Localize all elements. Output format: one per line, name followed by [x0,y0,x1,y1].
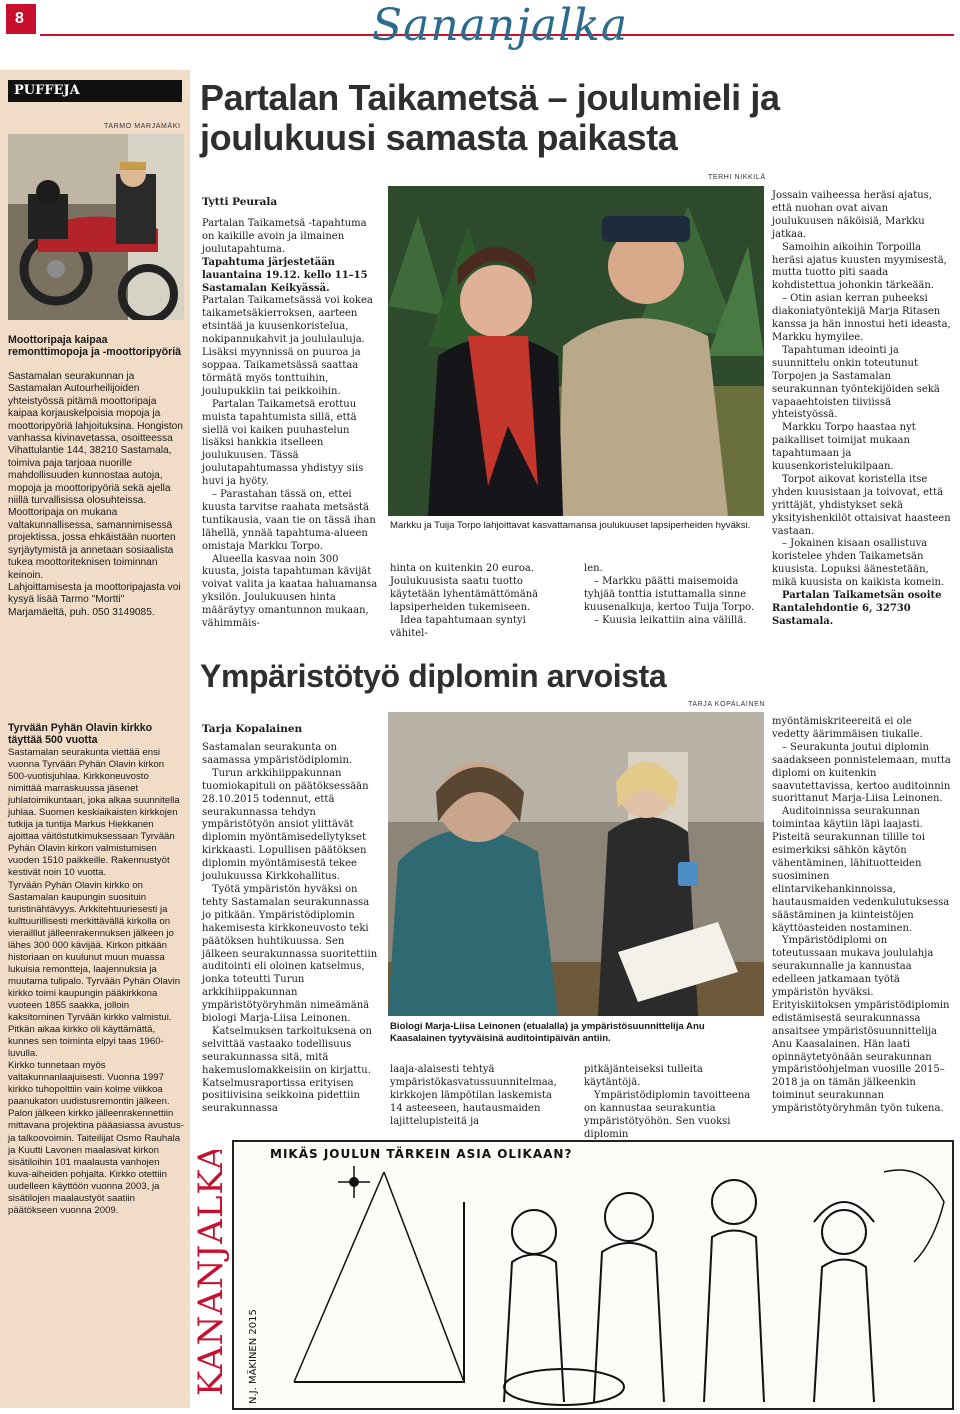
paragraph: Tapahtuman ideointi ja suunnittelu onkin toteutunut Torpojen ja Sastamalan seurakunnan työntekijöiden sekä vapaaehtoisten tiiviissä yhteistyössä. [772,344,940,421]
paragraph: Sastamalan seurakunnan ja Sastamalan Autourheilijoiden yhteistyössä pitämä moottoripaja kaipaa korjauskelpoisia mopoja ja moottoripyöriä lahjoituksina. Hongiston vanhassa kivinavetassa, osoitteessa Vihattulantie 144, 38210 Sastamala, toimiva paja tarjoaa nuorille mahdollisuuden kunnostaa autoja, mopoja ja moottoripyöriä sekä ajella niillä turvallisissa olosuhteissa. [8,371,183,507]
masthead: Sananjalka [371,0,629,51]
article2-photo-auditors [388,712,764,1016]
paragraph: Partalan Taikametsä -tapahtuma on kaikille avoin ja ilmainen joulutapahtuma. [202,218,367,255]
paragraph: Tapahtuma järjestetään lauantaina 19.12. kello 11–15 Sastamalan Keikyässä. [202,256,368,294]
paragraph: – Seurakunta joutui diplomin saadakseen ponnistelemaan, mutta diplomi on kuitenkin saavutettavissa, kertoo auditoinnin suorittanut Marja-Liisa Leinonen. [772,741,951,805]
paragraph: Lahjoittamisesta ja moottoripajasta voi kysyä lisää Tarmo "Mortti" Marjamäeltä, puh. 050 3149085. [8,581,181,618]
sidebar-label: PUFFEJA [8,80,182,102]
article1-address: Partalan Taikametsän osoite Rantalehdontie 6, 32730 Sastamala. [772,590,942,627]
paragraph: laaja-alaisesti tehtyä ympäristökasvatussuunnitelmaa, kirkkojen lämpötilan laskemista 14 asteeseen, hautausmaiden lajittelupisteitä ja [390,1064,557,1127]
comic-strip [232,1140,954,1410]
comic-signature [236,1272,264,1406]
sidebar-photo-workshop [8,134,184,320]
paragraph: Samoihin aikoihin Torpoilla heräsi ajatus kuusten myymisestä, mutta tuotto piti saada kohdistettua johonkin tärkeään. [772,241,947,292]
article2-col4 [772,716,952,1116]
article1-headline: Partalan Taikametsä – joulumieli ja joulukuusi samasta paikasta [200,77,780,158]
paragraph: Auditoinnissa seurakunnan toimintaa käytiin läpi laajasti. Pisteitä seurakunnan tilille toi esimerkiksi sähkön käytön vähentäminen, lähituotteiden suosiminen elintarvikehankinnoissa, hautausmaiden vedenkulutuksessa säästäminen ja kiinteistöjen käyttöasteiden nostaminen. [772,806,950,934]
article1-photo-caption: Markku ja Tuija Torpo lahjoittavat kasvattamansa joulukuuset lapsiperheiden hyväksi. [390,520,751,531]
paragraph: Idea tapahtumaan syntyi vähitel- [390,614,526,639]
article1-photo-credit: TERHI NIKKILÄ [708,174,766,181]
paragraph: Ympäristödiplomin tavoitteena on kannustaa seurakuntia ympäristötyöhön. Sen vuoksi diplomin [584,1089,751,1140]
paragraph: Katselmuksen tarkoituksena on selvittää vastaako todellisuus seurakunnassa sitä, mitä hakemuslomakkeisiin on kirjattu. Katselmusraportissa erityisen positiivisina seikkoina pidettiin seurakunnassa [202,1025,372,1115]
paragraph: len. [584,563,603,574]
comic-signature-text: N.J. MÄKINEN 2015 [248,1309,259,1404]
paragraph: – Markku päätti maisemoida tyhjää tonttia istuttamalla sinne kuusenalkuja, kertoo Tuija Torpo. [584,575,755,613]
paragraph: pitkäjänteiseksi tulleita käytäntöjä. [584,1064,703,1088]
article1-byline: Tytti Peurala [202,196,278,208]
page-number: 8 [6,4,36,34]
paragraph: myöntämiskriteereitä ei ole vedetty äärimmäisen tiukalle. [772,716,923,740]
article2-col3 [584,1064,762,1141]
article1-col2 [390,563,566,640]
paragraph: hinta on kuitenkin 20 euroa. Joulukuusista saatu tuotto käytetään lyhentämättömänä lapsiperheiden tukemiseen. [390,563,539,613]
paragraph: Työtä ympäristön hyväksi on tehty Sastamalan seurakunnassa jo pitkään. Ympäristödiplomin hakemisesta kirkkoneuvosto teki päätöksen huhtikuussa. Sen jälkeen seurakunnassa suoritettiin auditointi eli oloinen katselmus, jonka toteutti Turun arkkihiippakunnan ympäristötyöryhmän nimeämänä biologi Marja-Liisa Leinonen. [202,883,378,1025]
paragraph: Alueella kasvaa noin 300 kuusta, joista tapahtuman kävijät voivat valita ja kaataa haluamansa yksilön. Joulukuusen hinta määräytyy omantunnon mukaan, vähimmäis- [202,553,378,630]
sidebar-story1-body [8,371,184,619]
article2-col1 [202,742,378,1116]
sidebar-story2-body [8,747,184,1217]
paragraph: – Otin asian kerran puheeksi diakoniatyöntekijä Marja Ritasen kanssa ja hän innostui heti ideasta, Markku hymyilee. [772,293,951,343]
comic-series-text: KANANJALKA [191,1150,230,1396]
paragraph: Torpot aikovat koristella itse yhden kuusistaan ja toivovat, että yrittäjät, yhdistykset sekä yksityishenkilöt ottaisivat haasteen vastaan. [772,473,951,537]
article2-headline: Ympäristötyö diplomin arvoista [200,658,667,694]
paragraph: Turun arkkihiippakunnan tuomiokapituli on päätöksessään 28.10.2015 todennut, että seurakunnassa tehdyn ympäristötyön ansiot ylittävät diplomin myöntämisedellytykset kirkkaasti. Lopullisen päätöksen diplomin myöntämisestä tekee joulukuussa Kirkkohallitus. [202,767,369,883]
article1-col1 [202,218,378,631]
paragraph: – Parastahan tässä on, ettei kuusta tarvitse raahata metsästä tuntikausia, vaan tie on tässä ihan lähellä, ynnää tapahtuma-alueen omistaja Markku Torpo. [202,489,376,552]
sidebar-photo-credit: TARMO MARJAMÄKI [104,123,181,130]
paragraph: Tyrvään Pyhän Olavin kirkko on Sastamalan kaupungin suosituin turistinähtävyys. Arkkitehtuuriesesti ja kulttuurillisesti merkittävällä kirkolla on vierailllut jälleenrakennuksen jälkeen jo lähes 300 000 kävijää. Kirkon pitkään historiaan on kuulunut muun muassa lukuisia remontteja, laajennuksia ja muutama tulipalo. Tyrvään Pyhän Olavin kirkko toimi kaupungin pääkirkkona vuoteen 1855 saakka, jolloin kaksitorninen Tyrvään kirkko valmistui. Pitkän aikaa kirkko oli käyttämättä, kunnes sen toiminta elpyi taas 1960-luvulla. [8,879,181,1060]
comic-title: MIKÄS JOULUN TÄRKEIN ASIA OLIKAAN? [270,1147,573,1161]
paragraph: Markku Torpo haastaa nyt paikalliset toimijat mukaan tapahtumaan ja kuusenkoristelukilpaan. [772,422,916,473]
article2-col2 [390,1064,566,1129]
article2-photo-credit: TARJA KOPALAINEN [688,701,766,708]
sidebar-story1-title: Moottoripaja kaipaa remonttimopoja ja -moottoripyöriä [8,334,182,359]
article1-col4 [772,190,952,629]
paragraph: Ympäristödiplomi on toteutussaan mukava joululahja seurakunnalle ja kannustaa edelleen jatkamaan työtä ympäristön hyväksi. Erityiskiitoksen ympäristödiplomin edistämisestä seurakunnassa ansaitsee ympäristösuunnittelija Anu Kaasalainen. Hän laati opinnäytetyönään seurakunnan ympäristöohjelman vuosille 2015–2018 ja on tämän jälkeenkin toiminut seurakunnan ympäristötyöryhmän työn tukena. [772,935,950,1115]
paragraph: – Jokainen kisaan osallistuva koristelee yhden Taikametsän kuusista. Lopuksi äänestetään, mikä kuusista on kaikista komein. [772,538,945,589]
article1-photo-torpo [388,186,764,516]
paragraph: Jossain vaiheessa heräsi ajatus, että nuohan ovat aivan joulukuusen näköisiä, Markku jatkaa. [772,190,932,240]
article2-byline: Tarja Kopalainen [202,723,303,735]
article1-col3 [584,563,762,628]
article2-photo-caption: Biologi Marja-Liisa Leinonen (etualalla) ja ympäristösuunnittelija Anu Kaasalainen tyytyväisinä auditointipäivän antiin. [390,1021,705,1044]
comic-series-title [190,1150,230,1400]
paragraph: Sastamalan seurakunta viettää ensi vuonna Tyrvään Pyhän Olavin kirkon 500-vuotisjuhlaa. Kirkkoneuvosto nimittää marraskuussa jäsenet juhlatoimikuntaan, joka alkaa suunnitella juhlaa. Suomen keskiaikaisten kirkkojen tutkija ja tuntija Markus Hiekkanen ajoittaa väitöstutkimuksessaan Tyrvään Pyhän Olavin kirkon valmistumisen vuoden 1510 paikkeille. Rakennustyöt kestivät noin 10 vuotta. [8,747,180,879]
paragraph: – Kuusia leikattiin aina välillä. [594,614,747,626]
paragraph: Kirkko tunnetaan myös valtakunnanlaajuisesti. Vuonna 1997 kirkko tuhopolttiin vain kolme viikkoa paanukaton uudistusremontin jälkeen. Palon jälkeen kirkko jälleenrakennettiin mittavana projektina pääasiassa avustus- ja talkoovoimin. Taiteilijat Osmo Rauhala ja Kuutti Lavonen maalasivat kirkon sisätiloihin 101 maalausta vanhojen kuva-aiheiden pohjalta. Kirkko otettiin uudelleen käyttöön vuonna 2003, ja sisätilojen maalaustyöt saatiin päätökseen vuonna 2009. [8,1060,184,1216]
paragraph: Moottoripaja on mukana valtakunnallisessa, samannimisessä projektissa, jossa ehkäistään nuorten syrjäytymistä ja annetaan sosiaalista tukea moottoriteknisen toiminnan keinoin. [8,507,176,581]
sidebar-story2-title: Tyrvään Pyhän Olavin kirkko täyttää 500 vuotta [8,722,153,747]
paragraph: Partalan Taikametsä erottuu muista tapahtumista sillä, että siellä voi kaiken puuhastelun lisäksi hankkia itselleen joulukuusen. Tässä joulutapahtumassa yhdistyy siis huvi ja hyöty. [202,398,364,488]
paragraph: Partalan Taikametsässä voi kokea taikametsäkierroksen, aarteen etsintää ja kuusenkoristelua, nokipannukahvit ja joululauluja. Lisäksi myynnissä on puuroa ja soppaa. Taikametsässä saattaa törmätä myös tonttuihin, joulupukkiin tai peikkoihin. [202,295,373,397]
paragraph: Sastamalan seurakunta on saamassa ympäristödiplomin. [202,742,353,766]
